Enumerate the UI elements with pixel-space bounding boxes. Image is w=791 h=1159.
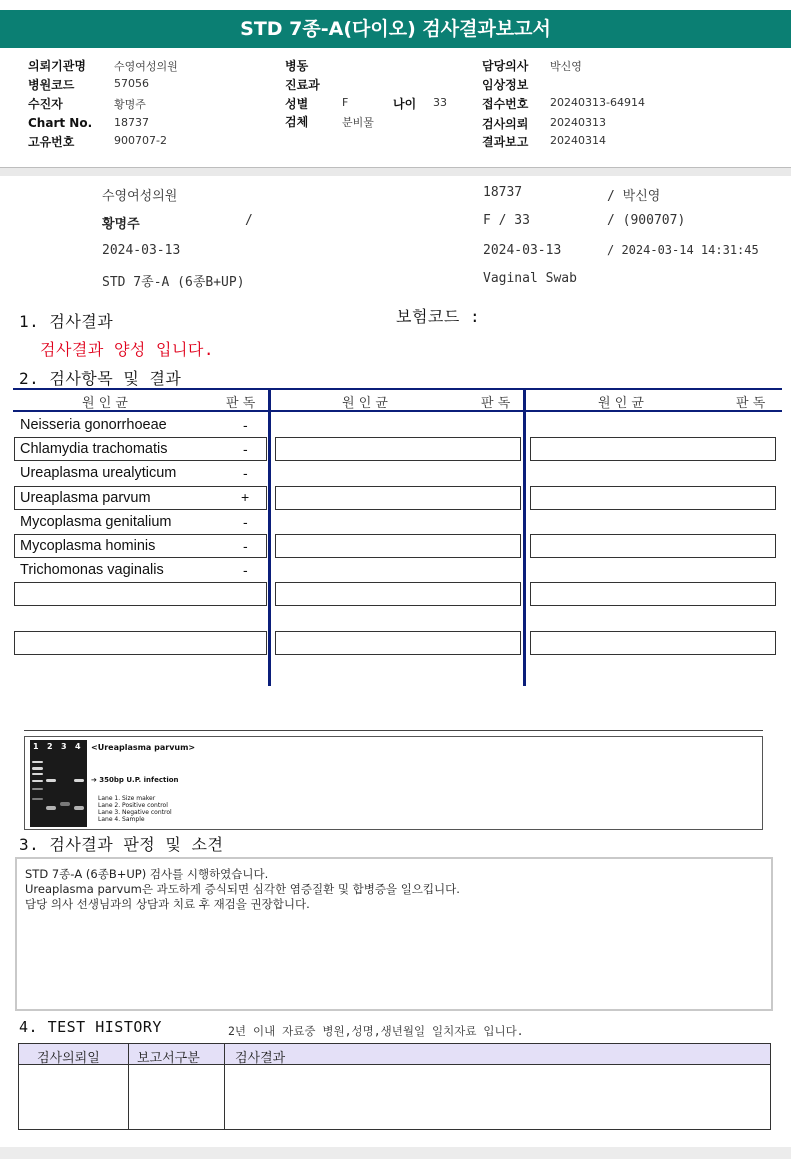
summary-report-datetime: / 2024-03-14 14:31:45 xyxy=(607,243,759,257)
ladder-band xyxy=(32,773,43,775)
doctor-label: 담당의사 xyxy=(482,59,529,73)
opinion-line: Ureaplasma parvum은 과도하게 증식되면 심각한 염증질환 및 합병증을 일으킵니다. xyxy=(25,882,460,896)
row-box xyxy=(14,582,267,606)
opinion-box xyxy=(15,857,773,1011)
history-note: 2년 이내 자료중 병원,성명,생년월일 일치자료 입니다. xyxy=(228,1024,524,1038)
table-header-rule xyxy=(13,410,782,412)
row-box xyxy=(275,486,521,510)
opinion-line: STD 7종-A (6종B+UP) 검사를 시행하였습니다. xyxy=(25,867,269,881)
organism-name: Trichomonas vaginalis xyxy=(20,562,164,578)
gel-electrophoresis-image xyxy=(30,740,87,827)
summary-examinee: 황명주 xyxy=(102,217,140,232)
history-col-result: 검사결과 xyxy=(235,1051,286,1066)
row-box xyxy=(530,437,776,461)
col2-organism-header: 원 인 균 xyxy=(342,396,388,411)
receipt-label: 접수번호 xyxy=(482,97,529,111)
ladder-band xyxy=(32,798,43,800)
gel-legend-item: Lane 2. Positive control xyxy=(98,802,168,809)
row-box xyxy=(530,534,776,558)
hospital-label: 의뢰기관명 xyxy=(28,59,86,73)
row-box xyxy=(14,631,267,655)
code-label: 병원코드 xyxy=(28,78,75,92)
organism-name: Neisseria gonorrhoeae xyxy=(20,417,167,433)
positive-band xyxy=(46,779,56,782)
gel-title: <Ureaplasma parvum> xyxy=(91,743,196,752)
ladder-band xyxy=(32,767,43,770)
history-col-divider xyxy=(128,1044,129,1129)
gel-top-rule xyxy=(24,730,763,731)
row-box xyxy=(530,486,776,510)
lane-number: 4 xyxy=(75,742,81,751)
organism-result: - xyxy=(243,514,248,530)
summary-slash: / xyxy=(245,213,253,228)
col3-result-header: 판 독 xyxy=(736,396,766,411)
organism-name: Ureaplasma urealyticum xyxy=(20,465,177,481)
column-divider-1 xyxy=(268,388,271,686)
col3-organism-header: 원 인 균 xyxy=(598,396,644,411)
doctor-value: 박신영 xyxy=(550,60,582,73)
specimen-label: 검체 xyxy=(285,115,309,129)
code-value: 57056 xyxy=(114,77,149,90)
primer-band xyxy=(74,806,84,810)
row-box xyxy=(275,534,521,558)
gel-legend-item: Lane 1. Size maker xyxy=(98,795,156,802)
summary-request-date: 2024-03-13 xyxy=(102,243,181,258)
sample-band xyxy=(74,779,84,782)
section4-heading: 4. TEST HISTORY xyxy=(19,1018,162,1036)
table-top-rule xyxy=(13,388,782,390)
summary-hospital: 수영여성의원 xyxy=(102,189,178,204)
gel-legend-item: Lane 3. Negative control xyxy=(98,809,172,816)
gel-legend-item: Lane 4. Sample xyxy=(98,816,145,823)
col1-organism-header: 원 인 균 xyxy=(82,396,128,411)
ward-label: 병동 xyxy=(285,59,309,73)
row-box xyxy=(530,582,776,606)
organism-name-positive: Ureaplasma parvum xyxy=(20,490,151,506)
chart-value: 18737 xyxy=(114,116,149,129)
request-label: 검사의뢰 xyxy=(482,117,529,131)
organism-result: - xyxy=(243,441,248,457)
summary-doctor: / 박신영 xyxy=(607,189,661,204)
age-value: 33 xyxy=(433,96,447,109)
organism-result: - xyxy=(243,538,248,554)
sex-label: 성별 xyxy=(285,97,309,111)
organism-name: Chlamydia trachomatis xyxy=(20,441,168,457)
history-col-divider xyxy=(224,1044,225,1129)
row-box xyxy=(275,631,521,655)
row-box xyxy=(530,631,776,655)
organism-result: - xyxy=(243,417,248,433)
unique-value: 900707-2 xyxy=(114,134,167,147)
section2-heading: 2. 검사항목 및 결과 xyxy=(19,369,182,388)
report-value: 20240314 xyxy=(550,134,606,147)
receipt-value: 20240313-64914 xyxy=(550,96,645,109)
lane-number: 1 xyxy=(33,742,39,751)
section3-heading: 3. 검사결과 판정 및 소견 xyxy=(19,835,224,854)
opinion-line: 담당 의사 선생님과의 상담과 치료 후 재검을 권장합니다. xyxy=(25,897,310,911)
history-col-report-type: 보고서구분 xyxy=(137,1051,200,1066)
report-title: STD 7종-A(다이오) 검사결과보고서 xyxy=(0,10,791,48)
row-box xyxy=(275,582,521,606)
summary-sex-age: F / 33 xyxy=(483,213,530,228)
primer-band xyxy=(46,806,56,810)
primer-band xyxy=(60,802,70,806)
age-label: 나이 xyxy=(393,97,417,111)
result-positive-text: 검사결과 양성 입니다. xyxy=(40,340,215,359)
organism-result: - xyxy=(243,562,248,578)
specimen-value: 분비물 xyxy=(342,116,374,129)
chart-label: Chart No. xyxy=(28,116,93,130)
insurance-code-label: 보험코드 : xyxy=(396,307,481,326)
sex-value: F xyxy=(342,96,349,109)
organism-name: Mycoplasma hominis xyxy=(20,538,156,554)
column-divider-2 xyxy=(523,388,526,686)
summary-test-name: STD 7종-A (6종B+UP) xyxy=(102,275,245,290)
row-box xyxy=(275,437,521,461)
bottom-band xyxy=(0,1147,791,1159)
hospital-value: 수영여성의원 xyxy=(114,60,178,73)
gel-band-annotation: ➔ 350bp U.P. infection xyxy=(91,776,179,784)
ladder-band xyxy=(32,780,43,782)
unique-label: 고유번호 xyxy=(28,135,75,149)
summary-specimen: Vaginal Swab xyxy=(483,271,577,286)
patient-info-panel xyxy=(0,50,791,168)
organism-result: - xyxy=(243,465,248,481)
summary-receipt-date: 2024-03-13 xyxy=(483,243,562,258)
ladder-band xyxy=(32,788,43,790)
clinical-label: 임상정보 xyxy=(482,78,529,92)
organism-name: Mycoplasma genitalium xyxy=(20,514,172,530)
history-table-header xyxy=(19,1044,770,1065)
examinee-label: 수진자 xyxy=(28,97,63,111)
lane-number: 2 xyxy=(47,742,53,751)
dept-label: 진료과 xyxy=(285,78,320,92)
summary-birth: / (900707) xyxy=(607,213,686,228)
col1-result-header: 판 독 xyxy=(226,396,256,411)
report-label: 결과보고 xyxy=(482,135,529,149)
col2-result-header: 판 독 xyxy=(481,396,511,411)
examinee-value: 황명주 xyxy=(114,98,146,111)
organism-result-positive: + xyxy=(241,489,250,505)
request-value: 20240313 xyxy=(550,116,606,129)
summary-chart: 18737 xyxy=(483,185,523,200)
ladder-band xyxy=(32,761,43,763)
history-col-request-date: 검사의뢰일 xyxy=(37,1051,100,1066)
lane-number: 3 xyxy=(61,742,67,751)
section1-heading: 1. 검사결과 xyxy=(19,312,114,331)
divider-band xyxy=(0,168,791,176)
